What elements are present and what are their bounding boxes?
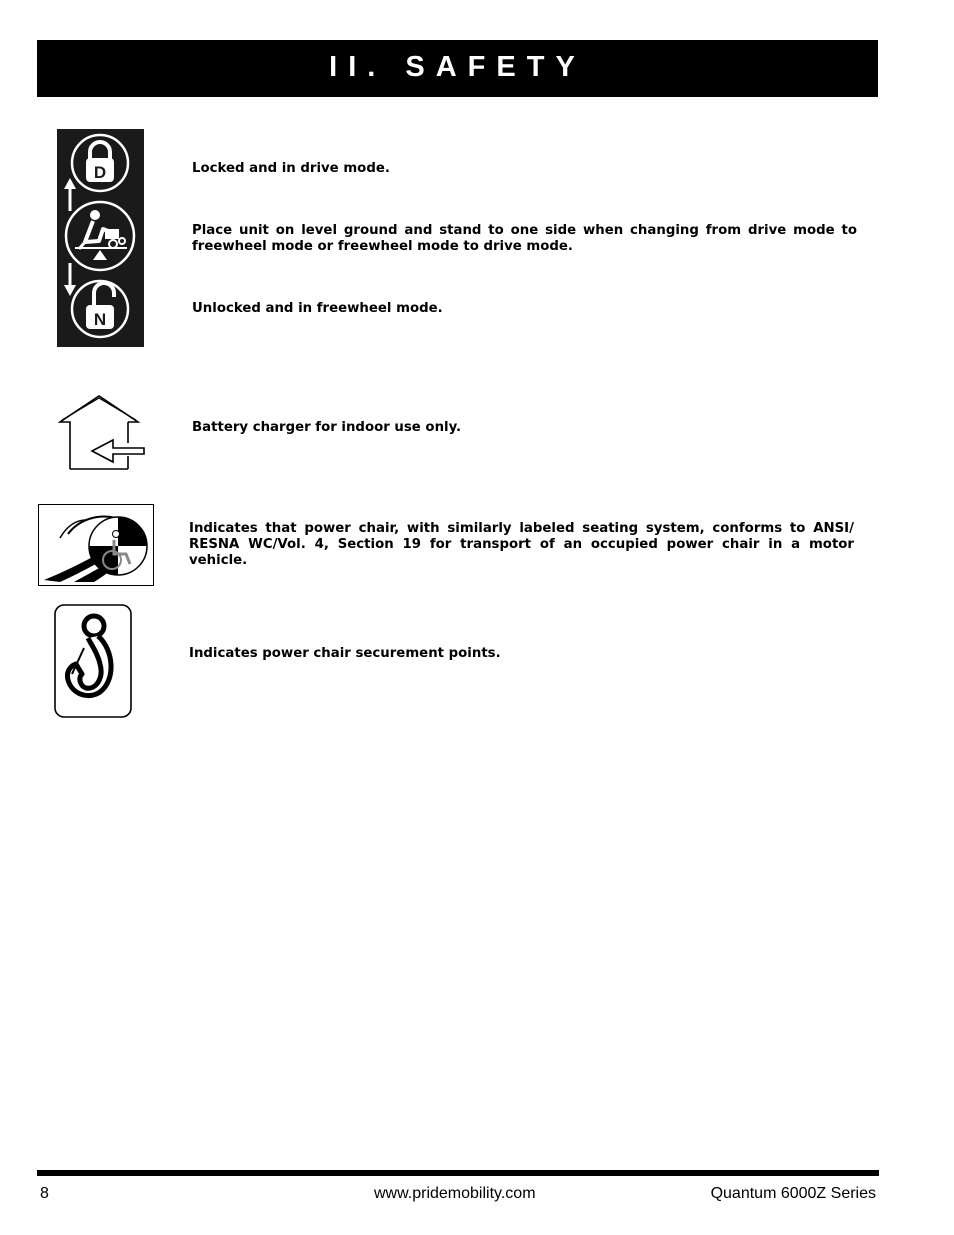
footer-rule bbox=[37, 1170, 879, 1176]
page-number: 8 bbox=[40, 1185, 49, 1202]
freewheel-mode-text: Unlocked and in freewheel mode. bbox=[192, 301, 443, 316]
neutral-letter: N bbox=[93, 310, 107, 329]
drive-mode-text: Locked and in drive mode. bbox=[192, 161, 390, 176]
section-banner bbox=[37, 40, 878, 97]
securement-text: Indicates power chair securement points. bbox=[189, 646, 501, 661]
footer-product: Quantum 6000Z Series bbox=[710, 1185, 876, 1202]
page-title: II. SAFETY bbox=[329, 51, 586, 83]
transport-seating-icon bbox=[38, 504, 154, 586]
indoor-house-icon bbox=[58, 393, 148, 473]
battery-charger-text: Battery charger for indoor use only. bbox=[192, 420, 462, 435]
transport-text: Indicates that power chair, with similarly labeled seating system, conforms to ANSI/ RESNA WC/Vol. 4, Section 19 for transport of an occupied power chair in a motor vehicle. bbox=[189, 521, 854, 568]
level-ground-text: Place unit on level ground and stand to one side when changing from drive mode to freewheel mode or freewheel mode to drive mode. bbox=[192, 223, 857, 254]
drive-letter: D bbox=[93, 163, 107, 182]
drive-freewheel-mode-icon bbox=[57, 129, 144, 347]
footer-website: www.pridemobility.com bbox=[374, 1185, 536, 1202]
securement-hook-icon bbox=[54, 604, 132, 718]
